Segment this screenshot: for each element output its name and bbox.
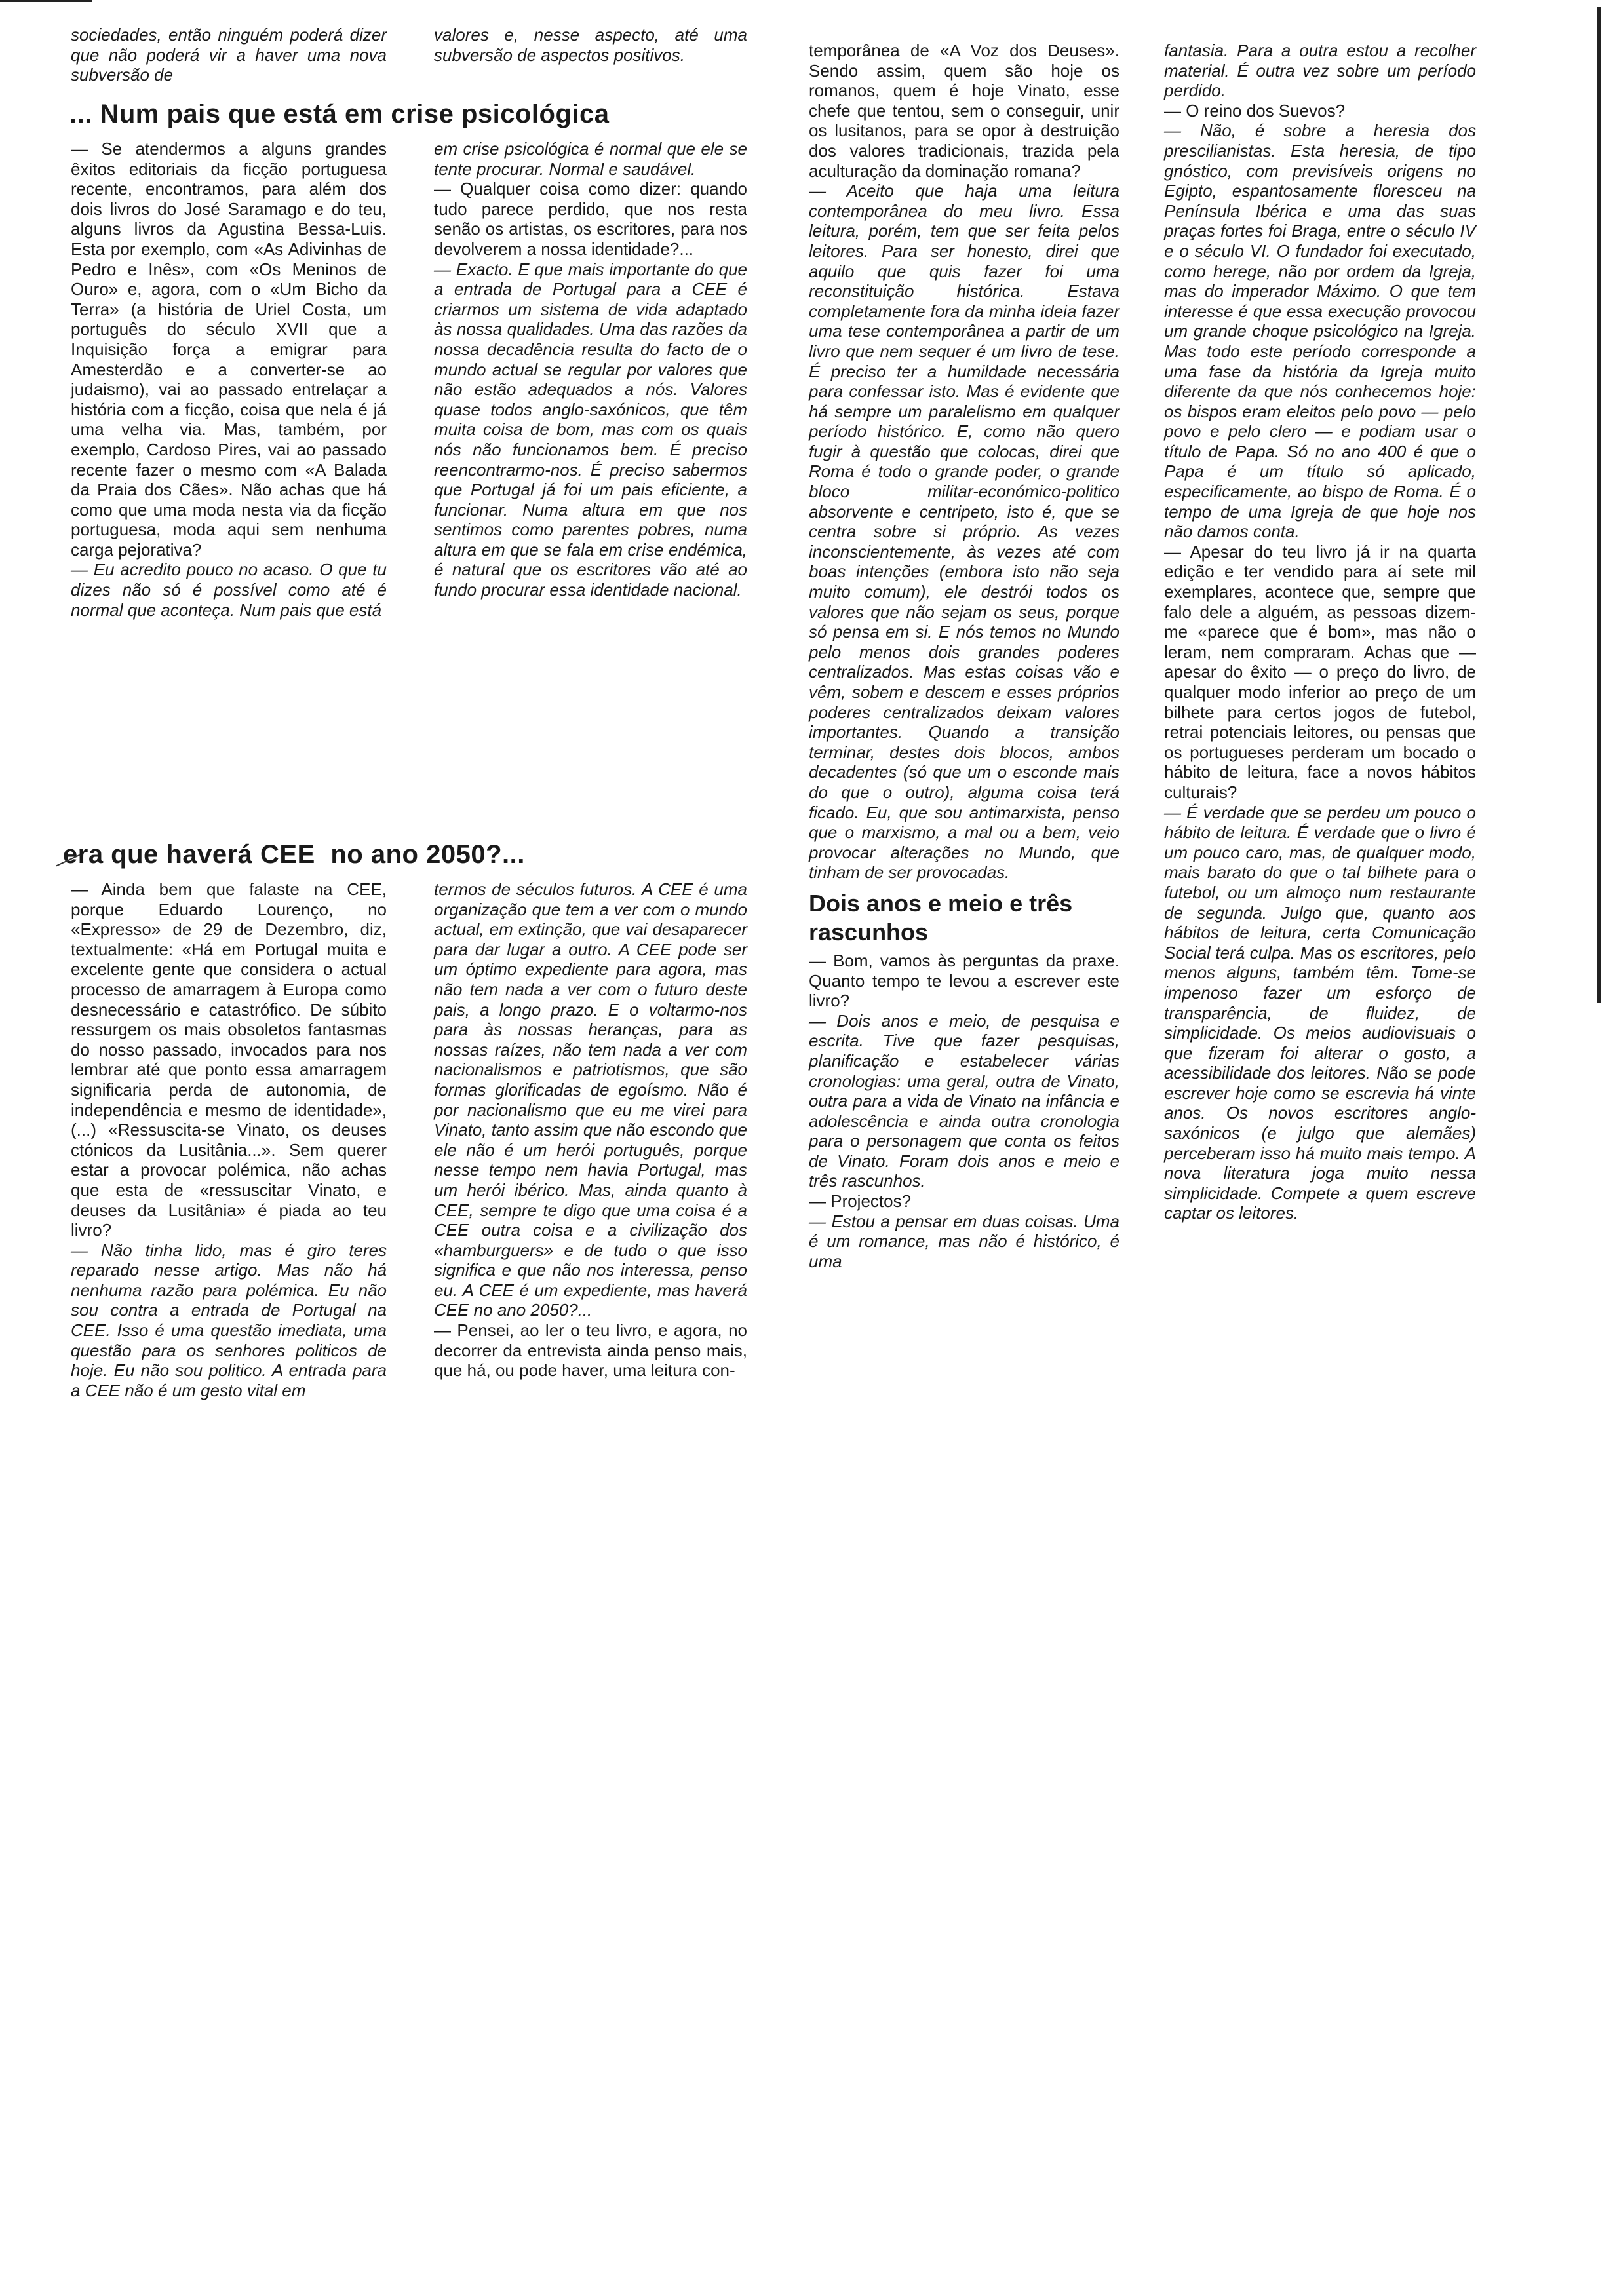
- column-2-bottom: [434, 879, 747, 1381]
- paragraph: fantasia. Para a outra estou a recolher material. É outra vez sobre um período perdido.: [1164, 41, 1476, 101]
- subheading-dois-anos: Dois anos e meio e três rascunhos: [809, 889, 1073, 946]
- column-4: [1164, 41, 1476, 1223]
- headline-cee-2050: [63, 840, 525, 870]
- right-margin-rule: [1597, 7, 1601, 1003]
- paragraph: termos de séculos futuros. A CEE é uma organização que tem a ver com o mundo actual, em extinção, que vai desaparecer para dar lugar a outro. A CEE pode ser um óptimo expediente para agora, mas não tem nada a ver com o futuro deste pais, a longo prazo. E o voltarmo-nos para às nossas heranças, para as nossas raízes, não tem nada a ver com nacionalismos e patriotismos, que são formas glorificadas de egoísmo. Não é por nacionalismo que eu me virei para Vinato, tanto assim que não escondo que ele não é um herói português, porque nesse tempo nem havia Portugal, mas um herói ibérico. Mas, ainda quanto à CEE, sempre te digo que uma coisa é a CEE outra coisa e a civilização dos «hamburguers» e de tudo o que isso significa e que não nos interessa, penso eu. A CEE é um expediente, mas haverá CEE no ano 2050?...: [434, 879, 747, 1320]
- paragraph: — Estou a pensar em duas coisas. Uma é um romance, mas não é histórico, é uma: [809, 1211, 1119, 1271]
- column-3: [809, 41, 1119, 1271]
- paragraph: — Apesar do teu livro já ir na quarta edição e ter vendido para aí sete mil exemplares, acontece que, sempre que falo dele a alguém, as pessoas dizem-me «parece que é bom», mas não o leram, nem compraram. Achas que — apesar do êxito — o preço do livro, de qualquer modo inferior ao preço de um bilhete para certos jogos de futebol, retrai potenciais leitores, ou pensas que os portugueses perderam um bocado o hábito de leitura, face a novos hábitos culturais?: [1164, 541, 1476, 802]
- paragraph: sociedades, então ninguém poderá dizer que não poderá vir a haver uma nova subversão de: [71, 25, 387, 85]
- paragraph: em crise psicológica é normal que ele se tente procurar. Normal e saudável.: [434, 139, 747, 179]
- paragraph: — Ainda bem que falaste na CEE, porque Eduardo Lourenço, no «Expresso» de 29 de Dezembro, diz, textualmente: «Há em Portugal muita e excelente gente que considera o actual processo de amarragem à Europa como desnecessário e catastrófico. De súbito ressurgem os mais obsoletos fantasmas do nosso passado, invocados para nos lembrar até que ponto essa amarragem significaria perda de autonomia, de independência e mesmo de identidade», (...) «Ressuscita-se Vinato, os deuses ctónicos da Lusitânia...». Sem querer estar a provocar polémica, não achas que esta de «ressuscitar Vinato, e deuses da Lusitânia» é piada ao teu livro?: [71, 879, 387, 1240]
- paragraph: — Não tinha lido, mas é giro teres reparado nesse artigo. Mas não há nenhuma razão para polémica. Eu não sou contra a entrada de Portugal na CEE. Isso é uma questão imediata, uma questão para os senhores politicos de hoje. Eu não sou politico. A entrada para a CEE não é um gesto vital em: [71, 1240, 387, 1400]
- top-rule: [0, 0, 92, 2]
- paragraph: — Eu acredito pouco no acaso. O que tu dizes não só é possível como até é normal que aconteça. Num pais que está: [71, 560, 387, 620]
- paragraph: — Se atendermos a alguns grandes êxitos editoriais da ficção portuguesa recente, encontramos, para além dos dois livros do José Saramago e do teu, alguns livros da Agustina Bessa-Luis. Esta por exemplo, com «As Adivinhas de Pedro e Inês», com «Os Meninos de Ouro» e, agora, com o «Um Bicho da Terra» (a história de Uriel Costa, um português do século XVII que a Inquisição força a emigrar para Amesterdão e a converter-se ao judaismo), vai ao passado entrelaçar a história com a ficção, coisa que nela é já uma velha via. Mas, também, por exemplo, Cardoso Pires, vai ao passado recente fazer o mesmo com «A Balada da Praia dos Cães». Não achas que há como que uma moda nesta via da ficção portuguesa, moda aqui sem nenhuma carga pejorativa?: [71, 139, 387, 560]
- paragraph: — Aceito que haja uma leitura contemporânea do meu livro. Essa leitura, porém, tem que ser feita pelos leitores. Para ser honesto, direi que aquilo que quis fazer foi uma reconstituição histórica. Estava completamente fora da minha ideia fazer uma tese contemporânea a partir de um livro que nem sequer é um livro de tese. É preciso ter a humildade necessária para confessar isto. Mas é evidente que há sempre um paralelismo em qualquer período histórico. E, como não quero fugir à questão que colocas, direi que Roma é todo o grande poder, o grande bloco militar-económico-politico absorvente e centripeto, isto é, que se centra sobre si próprio. As vezes inconscientemente, às vezes até com boas intenções (embora isto não seja muito comum), ele destrói todos os valores que não sejam os seus, porque só pensa em si. E nós temos no Mundo pelo menos dois grandes poderes centralizados. Mas estas coisas vão e vêm, sobem e descem e esses próprios poderes centralizados deixam valores importantes. Quando a transição terminar, destes dois blocos, ambos decadentes (só que um o esconde mais do que o outro), alguma coisa terá ficado. Eu, que sou antimarxista, penso que o marxismo, a mal ou a bem, veio provocar alterações no Mundo, que tinham de ser provocadas.: [809, 181, 1119, 883]
- headline-part: no ano 2050?...: [330, 840, 525, 869]
- paragraph: — É verdade que se perdeu um pouco o hábito de leitura. É verdade que o livro é um pouco caro, mas, de qualquer modo, mais barato do que o tal bilhete para o futebol, ou um almoço num restaurante de segunda. Julgo que, quanto aos hábitos de leitura, certa Comunicação Social terá culpa. Mas os escritores, pelo menos alguns, também têm. Tome-se impenoso fazer um esforço de transparência, de fluidez, de simplicidade. Os meios audiovisuais o que fizeram foi alterar o gosto, a acessibilidade dos leitores. Não se pode escrever hoje como se escrevia há vinte anos. Os novos escritores anglo-saxónicos (e julgo que alemães) perceberam isso há muito mais tempo. A nova literatura joga muito nessa simplicidade. Compete a quem escreve captar os leitores.: [1164, 802, 1476, 1223]
- paragraph: — Não, é sobre a heresia dos prescilianistas. Esta heresia, de tipo gnóstico, com previsíveis origens no Egipto, espantosamente floresceu na Península Ibérica e uma das suas praças fortes foi Braga, entre o século IV e o século VI. O fundador foi executado, como herege, não por ordem da Igreja, mas do imperador Máximo. O que tem interesse é que essa execução provocou um grande choque psicológico na Igreja. Mas todo este período corresponde a uma fase da história da Igreja muito diferente da que nós conhecemos hoje: os bispos eram eleitos pelo povo — pelo povo e pelo clero — e podiam usar o título de Papa. Só no ano 400 é que o Papa é um título só aplicado, especificamente, ao bispo de Roma. É o tempo de uma Igreja de que hoje nos não damos conta.: [1164, 121, 1476, 542]
- paragraph: — Exacto. E que mais importante do que a entrada de Portugal para a CEE é criarmos um sistema de vida adaptado às nossa qualidades. Uma das razões da nossa decadência resulta do facto de o mundo actual se regular por valores que não estão adequados a nós. Valores quase todos anglo-saxónicos, que têm muita coisa de bom, mas com os quais nós não funcionamos bem. É preciso reencontrarmo-nos. É preciso sabermos que Portugal já foi um pais eficiente, a funcionar. Numa altura em que nos sentimos como parentes pobres, numa altura em que se fala em crise endémica, é natural que os escritores vão até ao fundo procurar essa identidade nacional.: [434, 259, 747, 600]
- paragraph: — Bom, vamos às perguntas da praxe. Quanto tempo te levou a escrever este livro?: [809, 950, 1119, 1011]
- paragraph: temporânea de «A Voz dos Deuses». Sendo assim, quem são hoje os romanos, quem é hoje Vinato, esse chefe que tentou, sem o conseguir, unir os lusitanos, para se opor à destruição dos valores tradicionais, trazida pela aculturação da dominação romana?: [809, 41, 1119, 181]
- column-1-top: [71, 25, 387, 85]
- paragraph: — Dois anos e meio, de pesquisa e escrita. Tive que fazer pesquisas, planificação e estabelecer várias cronologias: uma geral, outra de Vinato, outra para a vida de Vinato na infância e adolescência e ainda outra cronologia para o personagem que conta os feitos de Vinato. Foram dois anos e meio e três rascunhos.: [809, 1010, 1119, 1191]
- column-2-middle: [434, 139, 747, 600]
- paragraph: valores e, nesse aspecto, até uma subversão de aspectos positivos.: [434, 25, 747, 65]
- paragraph: — Projectos?: [809, 1191, 912, 1212]
- headline-part: era que haverá CEE: [63, 840, 315, 869]
- headline-crise-psicologica: ... Num pais que está em crise psicológica: [69, 100, 610, 128]
- column-1-bottom: [71, 879, 387, 1400]
- paragraph: — Pensei, ao ler o teu livro, e agora, no decorrer da entrevista ainda penso mais, que há, ou pode haver, uma leitura con-: [434, 1320, 747, 1381]
- paragraph: — O reino dos Suevos?: [1164, 100, 1346, 121]
- column-2-top: [434, 25, 747, 65]
- column-1-middle: [71, 139, 387, 620]
- paragraph: — Qualquer coisa como dizer: quando tudo parece perdido, que nos resta senão os artistas, os escritores, para nos devolverem a nossa identidade?...: [434, 179, 747, 259]
